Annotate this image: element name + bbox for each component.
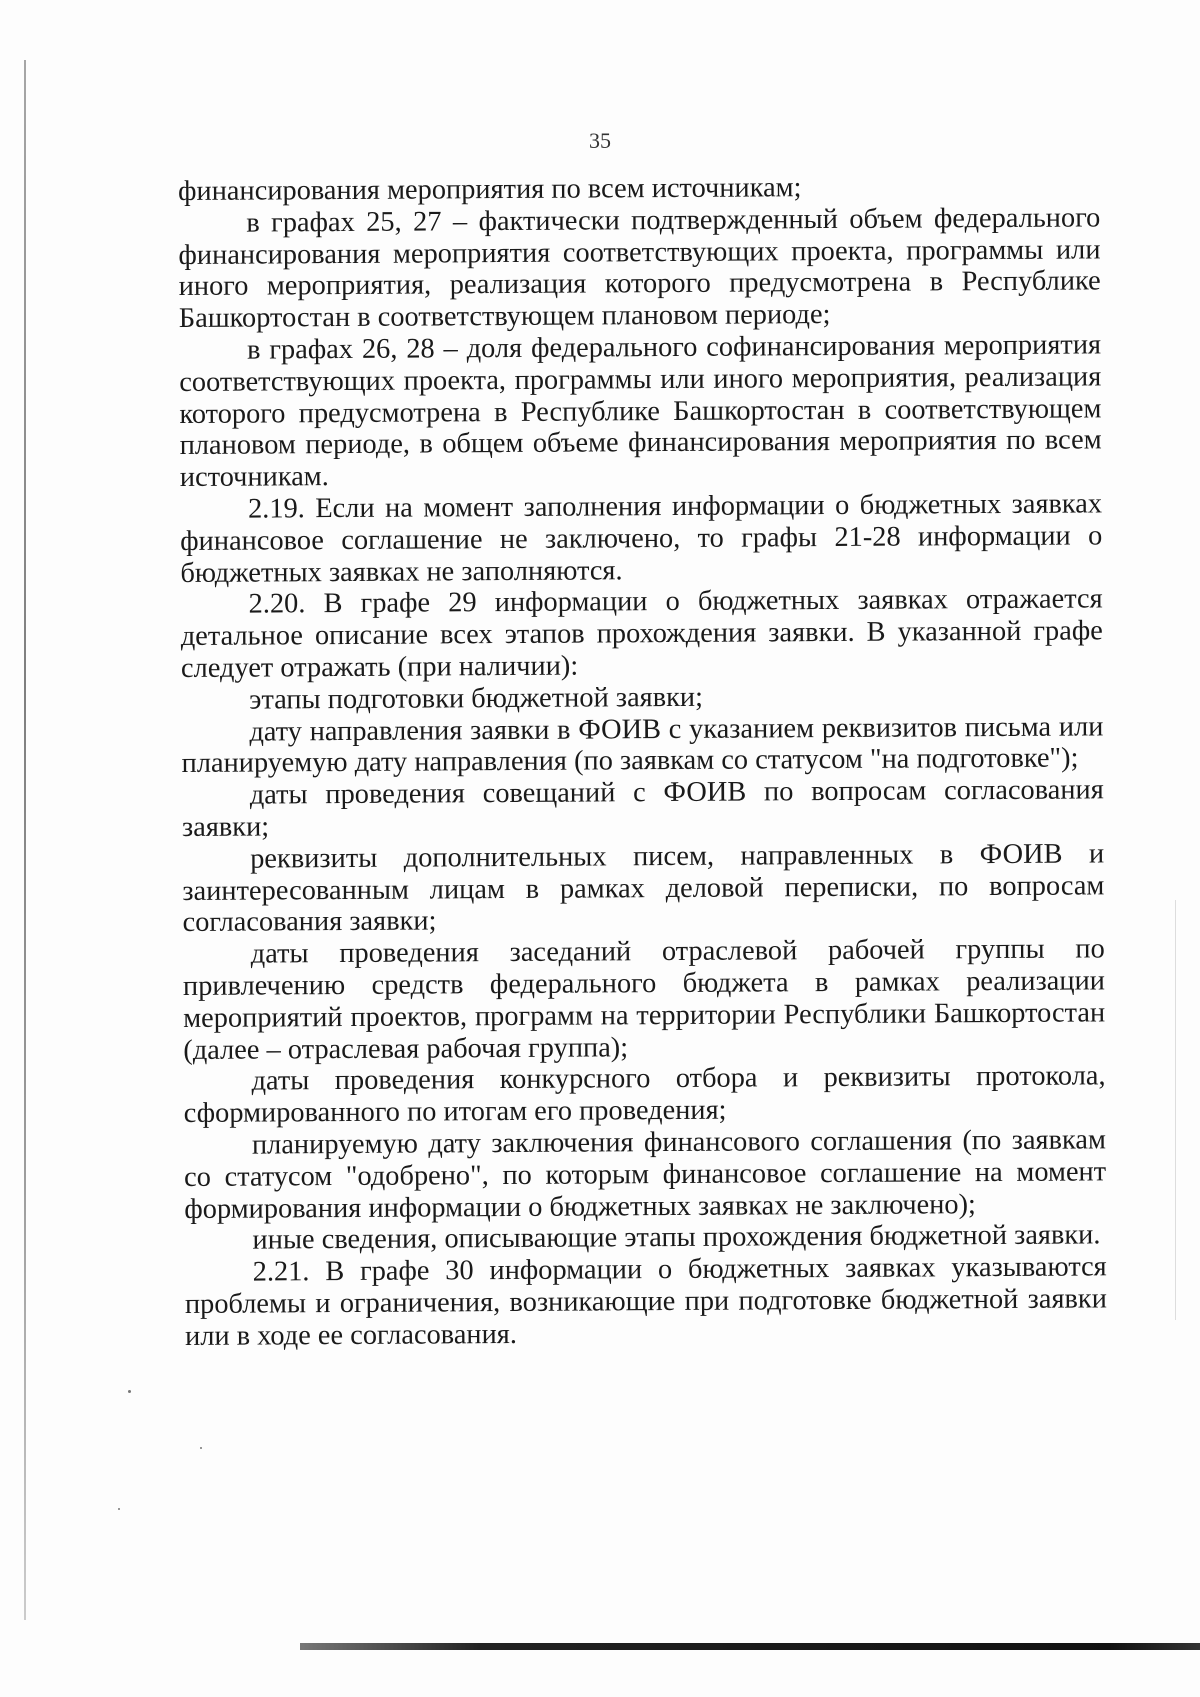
paragraph: реквизиты дополнительных писем, направленных в ФОИВ и заинтересованным лицам в рамках деловой переписки, по вопросам согласования заявки;	[182, 838, 1105, 939]
paragraph: 2.19. Если на момент заполнения информации о бюджетных заявках финансовое соглашение не заключено, то графы 21-28 информации о бюджетных заявках не заполняются.	[180, 488, 1103, 589]
paragraph: в графах 26, 28 – доля федерального софинансирования мероприятия соответствующих проекта, программы или иного мероприятия, реализация которого предусмотрена в Республике Башкортостан в соответствующем плановом периоде, в общем объеме финансирования мероприятия по всем источникам.	[179, 329, 1102, 494]
scan-edge-right	[1175, 900, 1176, 1320]
scan-speck	[118, 1508, 120, 1510]
document-body	[178, 170, 1107, 1352]
paragraph: планируемую дату заключения финансового соглашения (по заявкам со статусом "одобрено", по которым финансовое соглашение на момент формирования информации о бюджетных заявках не заключено);	[184, 1124, 1107, 1225]
page-number: 35	[589, 128, 611, 153]
paragraph: финансирования мероприятия по всем источникам;	[178, 172, 802, 207]
paragraph: в графах 25, 27 – фактически подтвержденный объем федерального финансирования мероприятия соответствующих проекта, программы или иного мероприятия, реализация которого предусмотрена в Республике Башкортостан в соответствующем плановом периоде;	[178, 202, 1101, 335]
paragraph: 2.20. В графе 29 информации о бюджетных заявках отражается детальное описание всех этапов прохождения заявки. В указанной графе следует отражать (при наличии):	[180, 583, 1103, 684]
scan-edge-left	[24, 60, 26, 1620]
paragraph: даты проведения конкурсного отбора и реквизиты протокола, сформированного по итогам его проведения;	[183, 1060, 1106, 1130]
paragraph: даты проведения совещаний с ФОИВ по вопросам согласования заявки;	[181, 774, 1104, 843]
paragraph: даты проведения заседаний отраслевой рабочей группы по привлечению средств федерального бюджета в рамках реализации мероприятий проектов, программ на территории Республики Башкортостан (далее – отраслевая рабочая группа);	[182, 933, 1106, 1066]
paragraph: этапы подготовки бюджетной заявки;	[249, 681, 704, 716]
paragraph: иные сведения, описывающие этапы прохождения бюджетной заявки.	[252, 1219, 1101, 1256]
paragraph: дату направления заявки в ФОИВ с указанием реквизитов письма или планируемую дату направления (по заявкам со статусом "на подготовке");	[181, 710, 1104, 780]
scan-speck	[200, 1447, 202, 1449]
paragraph: 2.21. В графе 30 информации о бюджетных заявках указываются проблемы и ограничения, возникающие при подготовке бюджетной заявки или в ходе ее согласования.	[184, 1251, 1107, 1352]
scan-speck	[128, 1390, 131, 1393]
scan-edge-bottom	[300, 1643, 1200, 1650]
